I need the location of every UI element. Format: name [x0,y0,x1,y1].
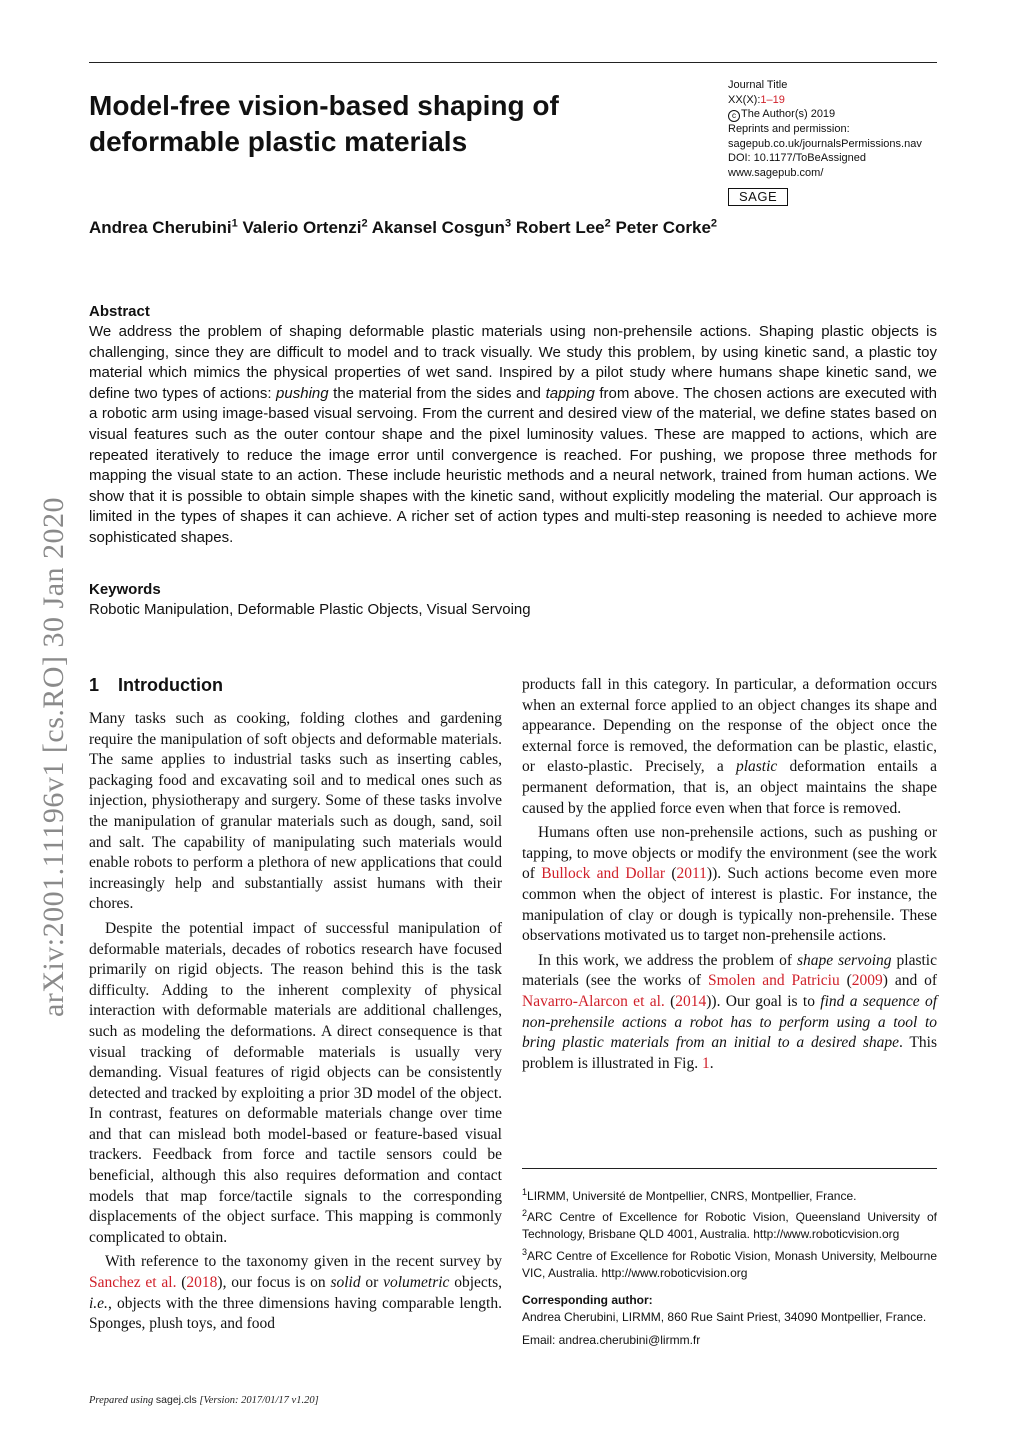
author: Akansel Cosgun$^3$ [371,217,512,237]
page-footer: Prepared using sagej.cls [Version: 2017/01/17 v1.20] [89,1394,319,1406]
author: Andrea Cherubini$^1$ [89,217,238,237]
citation-year-link[interactable]: 2011 [676,865,707,883]
body-column-left [89,709,502,1339]
citation-link[interactable]: Navarro-Alarcon et al. [522,992,665,1010]
citation-year-link[interactable]: 2018 [186,1274,218,1292]
website-link[interactable]: www.sagepub.com/ [728,166,824,179]
corresponding-author-address: Andrea Cherubini, LIRMM, 860 Rue Saint Priest, 34090 Montpellier, France. [522,1310,927,1325]
paragraph: products fall in this category. In particular, a deformation occurs when an external force applied to an object changes its shape and appearance. Depending on the response of the object once the external force is removed, the deformation can be plastic, elastic, or elasto-plastic. Precisely, a plastic deformation entails a permanent deformation, that is, an object maintains the shape caused by the applied force even when that force is removed. [522,676,937,817]
paragraph: Despite the potential impact of successful manipulation of deformable materials, decades of robotics research have focused primarily on rigid objects. The reason behind this is the task difficulty. Adding to the inherent complexity of physical interaction with deformable materials are additional challenges, such as modeling the deformations. A direct consequence is that visual tracking of deformable materials is usually very demanding. Visual features of rigid objects can be consistently detected and tracked by exploiting a prior 3D model of the object. In contrast, features on deformable materials change over time and that can mislead both model-based or feature-based visual trackers. Feedback from force and tactile sensors could be beneficial, although this also requires deformation and contact models that map force/tactile signals to the corresponding displacements of the object surface. This mapping is commonly complicated to obtain. [89,919,502,1246]
affiliation-3: $^3$ARC Centre of Excellence for Robotic Vision, Monash University, Melbourne VIC, Australia. http://www.roboticvision.org [522,1246,937,1280]
journal-volume: XX(X):1–19 [728,93,785,106]
pages-end-link[interactable]: 19 [772,93,785,106]
citation-link[interactable]: Smolen and Patriciu [707,972,840,990]
paragraph: In this work, we address the problem of shape servoing plastic materials (see the works of Smolen and Patriciu (2009) and of Navarro-Alarcon et al. (2014)). Our goal is to find a sequence of non-prehensile actions a robot has to perform using a tool to bring plastic materials from an initial to a desired shape. This problem is illustrated in Fig. 1. [522,951,938,1072]
footnotes [522,1184,937,1350]
figure-ref-link[interactable]: 1 [701,1054,710,1072]
corresponding-email[interactable]: Email: andrea.cherubini@lirmm.fr [522,1333,701,1348]
affiliation-1: $^1$LIRMM, Université de Montpellier, CNRS, Montpellier, France. [522,1187,857,1203]
body-column-right [522,675,937,1078]
citation-year-link[interactable]: 2014 [675,992,707,1010]
paper-title [89,88,689,160]
journal-title: Journal Title [728,79,788,91]
section-heading: 1 Introduction [89,675,223,695]
reprints-label: Reprints and permission: [728,123,850,136]
arxiv-identifier: arXiv:2001.11196v1 [cs.RO] 30 Jan 2020 [37,496,70,1018]
citation-year-link[interactable]: 2009 [851,972,883,990]
keywords-heading: Keywords [89,581,161,598]
journal-info [728,78,948,206]
corresponding-author-heading: Corresponding author: [522,1293,653,1308]
affiliation-2: $^2$ARC Centre of Excellence for Robotic Vision, Queensland University of Technology, Brisbane QLD 4001, Australia. http://www.roboticvision.org [522,1208,937,1242]
paragraph: Many tasks such as cooking, folding clothes and gardening require the manipulation of soft objects and deformable materials. The same applies to industrial tasks such as inserting cables, packaging food and excavating soil and to medical ones such as injection, physiotherapy and surgery. Some of these tasks involve the manipulation of granular materials such as dough, sand, soil and salt. The capability of manipulating such materials would enable robots to perform a plethora of new applications that could increasingly help and substantially assist humans with their chores. [89,710,502,913]
permissions-url[interactable]: sagepub.co.uk/journalsPermissions.nav [728,137,922,150]
author: Peter Corke$^2$ [615,217,718,237]
sage-logo: SAGE [728,188,788,206]
title-line-2: deformable plastic materials [89,126,468,157]
author: Robert Lee$^2$ [515,217,611,237]
copyright-line: c The Author(s) 2019 [728,107,948,122]
footnote-rule [522,1168,937,1169]
pages-start-link[interactable]: 1 [760,93,767,106]
author: Valerio Ortenzi$^2$ [242,217,368,237]
copyright-icon: c [728,110,740,122]
abstract-body: We address the problem of shaping deformable plastic materials using non-prehensile actions. Shaping plastic objects is challenging, since they are difficult to model and to track visually. We study this problem, by using kinetic sand, a plastic toy material which mimics the physical properties of wet sand. Inspired by a pilot study where humans shape kinetic sand, we define two types of actions: pushing the material from the sides and tapping from above. The chosen actions are executed with a robotic arm using image-based visual servoing. From the current and desired view of the material, we define states based on visual features such as the outer contour shape and the pixel luminosity values. These are mapped to actions, which are repeated iteratively to reduce the image error until convergence is reached. For pushing, we propose three methods for mapping the visual state to an action. These include heuristic methods and a neural network, trained from human actions. We show that it is possible to obtain simple shapes with the kinetic sand, without explicitly modeling the material. Our approach is limited in the types of shapes it can achieve. A richer set of action types and multi-step reasoning is needed to achieve more sophisticated shapes. [89,323,937,546]
paragraph: Humans often use non-prehensile actions, such as pushing or tapping, to move objects or modify the environment (see the work of Bullock and Dollar (2011)). Such actions become even more common when the object of interest is plastic. For instance, the manipulation of clay or dough is typically non-prehensile. These observations motivated us to target non-prehensile actions. [522,824,937,945]
citation-link[interactable]: Bullock and Dollar [541,865,665,883]
citation-link[interactable]: Sanchez et al. [89,1274,177,1292]
author-list [89,212,929,239]
title-line-1: Model-free vision-based shaping of [89,90,559,121]
paragraph: With reference to the taxonomy given in the recent survey by Sanchez et al. (2018), our focus is on solid or volumetric objects, i.e., objects with the three dimensions having comparable length. Sponges, plush toys, and food [89,1253,502,1333]
abstract-heading: Abstract [89,303,150,320]
doi: DOI: 10.1177/ToBeAssigned [728,152,866,165]
header-rule [89,62,937,63]
keywords-list: Robotic Manipulation, Deformable Plastic Objects, Visual Servoing [89,601,531,618]
